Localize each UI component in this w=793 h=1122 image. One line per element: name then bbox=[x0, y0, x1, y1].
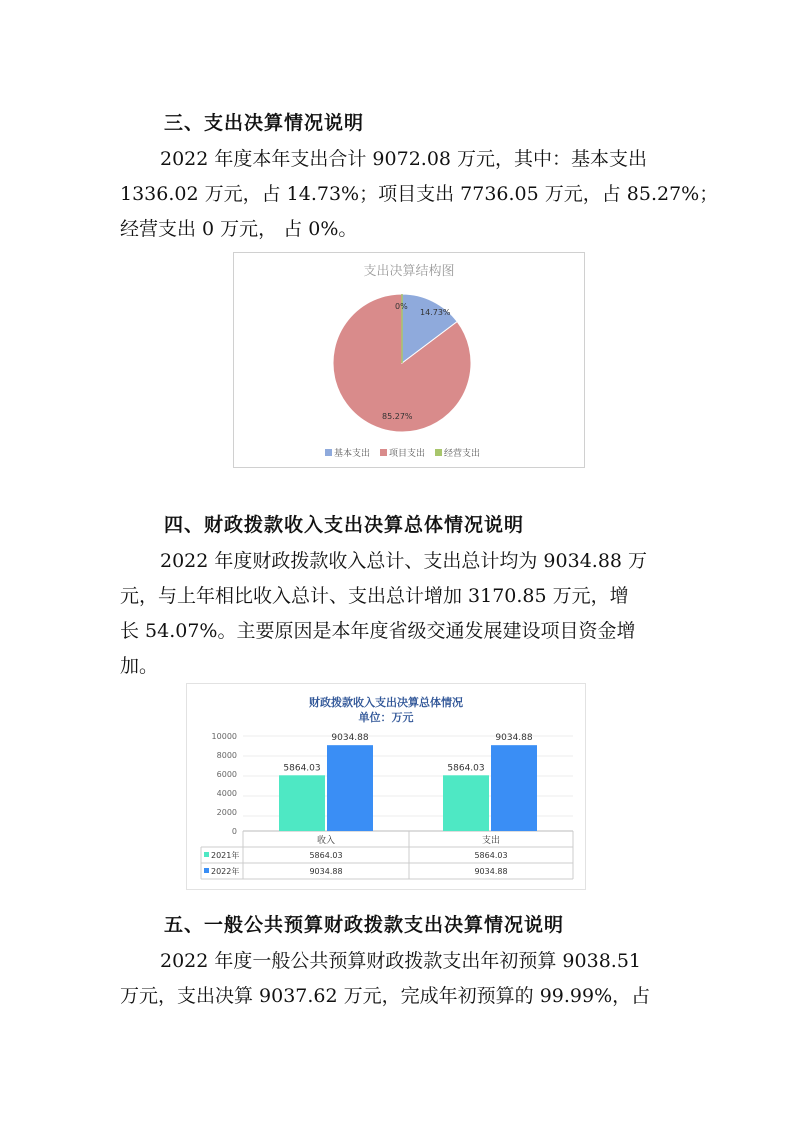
section4-line-4: 加。 bbox=[120, 655, 159, 677]
y-tick-2000: 2000 bbox=[216, 808, 237, 817]
y-tick-8000: 8000 bbox=[216, 751, 237, 760]
bar-chart-subtitle: 单位：万元 bbox=[358, 711, 414, 724]
section3-line-2: 1336.02 万元，占 14.73%；项目支出 7736.05 万元，占 85.27%； bbox=[120, 183, 719, 205]
table-cell-income-2022: 9034.88 bbox=[309, 867, 343, 876]
section5-line-1: 2022 年度一般公共预算财政拨款支出年初预算 9038.51 bbox=[160, 950, 642, 972]
bar-expense-2021 bbox=[443, 775, 489, 831]
section3-line-3: 经营支出 0 万元， 占 0%。 bbox=[120, 218, 358, 240]
legend-label-project: 项目支出 bbox=[389, 449, 426, 459]
bar-expense-2022 bbox=[491, 745, 537, 831]
table-row-label-2022: 2022年 bbox=[211, 867, 240, 876]
bar-chart-container bbox=[186, 683, 586, 890]
bar-income-2022 bbox=[327, 745, 373, 831]
section4-line-2: 元，与上年相比收入总计、支出总计增加 3170.85 万元，增 bbox=[120, 585, 629, 607]
section4-line-1: 2022 年度财政拨款收入总计、支出总计均为 9034.88 万 bbox=[160, 550, 648, 572]
section5-paragraph bbox=[120, 944, 680, 1014]
table-header-expense: 支出 bbox=[481, 836, 501, 846]
section3-heading: 三、支出决算情况说明 bbox=[164, 112, 365, 134]
bar-chart-title: 财政拨款收入支出决算总体情况 bbox=[309, 696, 463, 709]
pie-legend bbox=[325, 447, 480, 459]
section5-heading: 五、一般公共预算财政拨款支出决算情况说明 bbox=[164, 914, 565, 936]
section5-line-2: 万元，支出决算 9037.62 万元，完成年初预算的 99.99%，占 bbox=[120, 985, 651, 1007]
table-row-label-2021: 2021年 bbox=[211, 851, 240, 860]
bar-label-income-2021: 5864.03 bbox=[283, 763, 321, 774]
table-header-income: 收入 bbox=[316, 836, 336, 846]
bar-income-2021 bbox=[279, 775, 325, 831]
y-tick-0: 0 bbox=[231, 827, 237, 836]
section3-line-1: 2022 年度本年支出合计 9072.08 万元，其中：基本支出 bbox=[160, 148, 648, 170]
pie-chart bbox=[234, 253, 584, 467]
y-tick-6000: 6000 bbox=[216, 770, 237, 779]
bar-label-expense-2021: 5864.03 bbox=[447, 763, 485, 774]
legend-label-basic: 基本支出 bbox=[334, 449, 371, 459]
pie-chart-container bbox=[233, 252, 585, 468]
pie-chart-title: 支出决算结构图 bbox=[363, 264, 455, 279]
legend-label-operating: 经营支出 bbox=[444, 449, 481, 459]
section3-paragraph bbox=[120, 142, 719, 247]
y-tick-10000: 10000 bbox=[211, 732, 237, 741]
legend-swatch-basic bbox=[325, 449, 332, 456]
table-swatch-2021 bbox=[204, 852, 209, 857]
table-swatch-2022 bbox=[204, 868, 209, 873]
legend-swatch-project bbox=[380, 449, 387, 456]
table-cell-expense-2022: 9034.88 bbox=[474, 867, 508, 876]
table-cell-expense-2021: 5864.03 bbox=[474, 851, 508, 860]
bar-label-expense-2022: 9034.88 bbox=[495, 733, 533, 744]
pie-label-project: 85.27% bbox=[382, 412, 413, 421]
table-cell-income-2021: 5864.03 bbox=[309, 851, 343, 860]
section4-paragraph bbox=[120, 544, 680, 684]
data-table bbox=[201, 831, 573, 879]
pie-label-operating: 0% bbox=[395, 302, 408, 311]
y-tick-4000: 4000 bbox=[216, 789, 237, 798]
legend-swatch-operating bbox=[435, 449, 442, 456]
pie-label-basic: 14.73% bbox=[420, 308, 451, 317]
section4-line-3: 长 54.07%。主要原因是本年度省级交通发展建设项目资金增 bbox=[120, 620, 636, 642]
bar-chart bbox=[187, 684, 585, 889]
section4-heading: 四、财政拨款收入支出决算总体情况说明 bbox=[164, 514, 525, 536]
bar-label-income-2022: 9034.88 bbox=[331, 733, 369, 744]
